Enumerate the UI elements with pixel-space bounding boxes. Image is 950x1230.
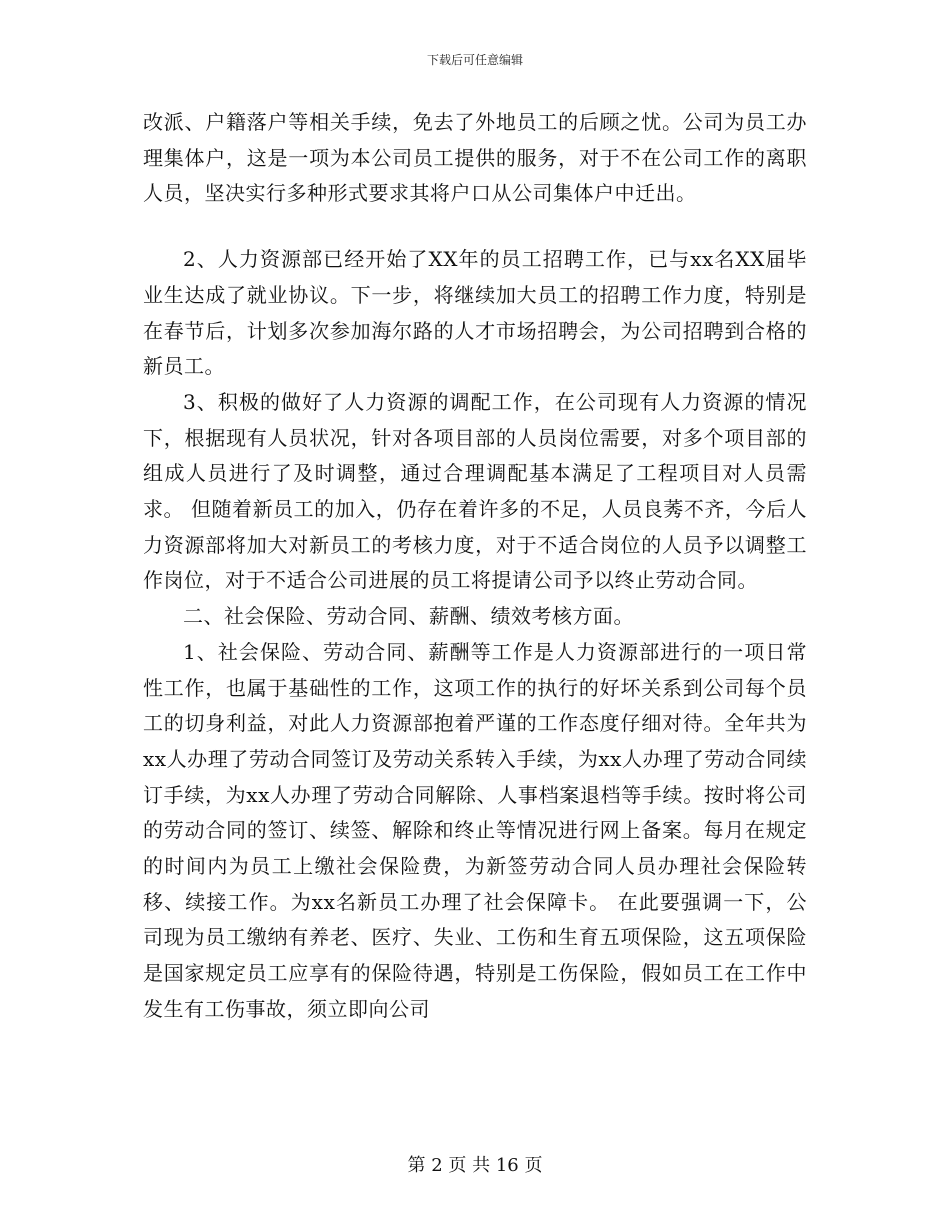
paragraph-household-registration: 改派、户籍落户等相关手续，免去了外地员工的后顾之忧。公司为员工办理集体户，这是一项为本公司员工提供的服务，对于不在公司工作的离职人员，坚决实行多种形式要求其将户口从公司集体户中迁出。: [143, 110, 807, 206]
paragraph-recruitment: 2、人力资源部已经开始了XX年的员工招聘工作，已与xx名XX届毕业生达成了就业协议。下一步，将继续加大员工的招聘工作力度，特别是在春节后，计划多次参加海尔路的人才市场招聘会，为公司招聘到合格的新员工。: [143, 247, 807, 379]
document-body: [143, 105, 807, 1028]
page-header-note: 下载后可任意编辑: [426, 53, 523, 67]
section-heading-social-insurance: 二、社会保险、劳动合同、薪酬、绩效考核方面。: [183, 604, 634, 629]
paragraph-labor-contracts: 1、社会保险、劳动合同、薪酬等工作是人力资源部进行的一项日常性工作，也属于基础性的工作，这项工作的执行的好坏关系到公司每个员工的切身利益，对此人力资源部抱着严谨的工作态度仔细对待。全年共为xx人办理了劳动合同签订及劳动关系转入手续，为xx人办理了劳动合同续订手续，为xx人办理了劳动合同解除、人事档案退档等手续。按时将公司的劳动合同的签订、续签、解除和终止等情况进行网上备案。每月在规定的时间内为员工上缴社会保险费，为新签劳动合同人员办理社会保险转移、续接工作。为xx名新员工办理了社会保障卡。 在此要强调一下，公司现为员工缴纳有养老、医疗、失业、工伤和生育五项保险，这五项保险是国家规定员工应享有的保险待遇，特别是工伤保险，假如员工在工作中发生有工伤事故，须立即向公司: [143, 639, 807, 1021]
page-number: 第 2 页 共 16 页: [407, 1155, 543, 1176]
paragraph-staff-allocation: 3、积极的做好了人力资源的调配工作，在公司现有人力资源的情况下，根据现有人员状况，针对各项目部的人员岗位需要，对多个项目部的组成人员进行了及时调整，通过合理调配基本满足了工程项目对人员需求。 但随着新员工的加入，仍存在着许多的不足，人员良莠不齐，今后人力资源部将加大对新员工的考核力度，对于不适合岗位的人员予以调整工作岗位，对于不适合公司进展的员工将提请公司予以终止劳动合同。: [143, 389, 807, 593]
